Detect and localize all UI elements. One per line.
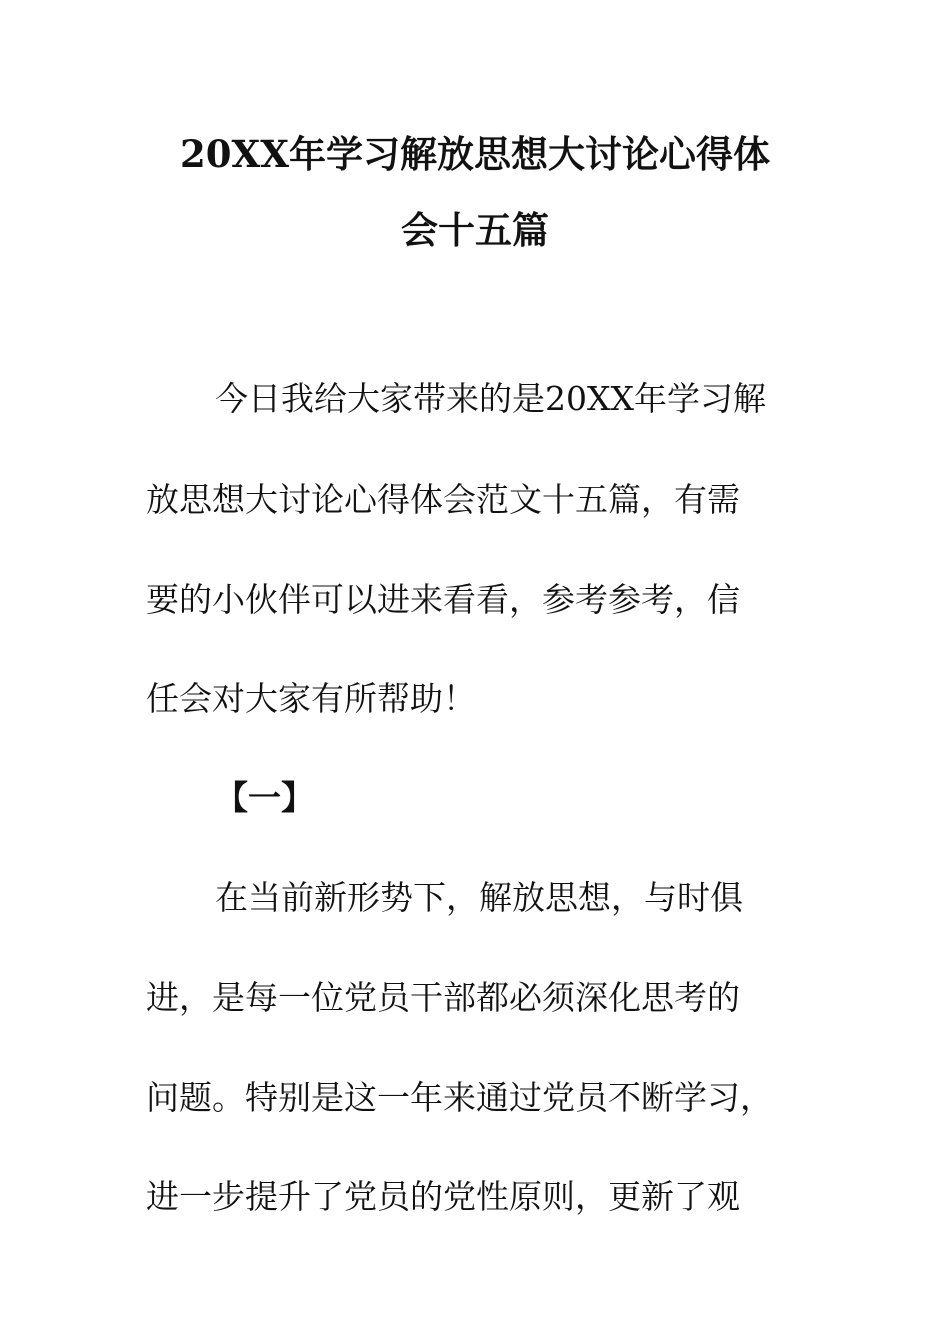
document-title-line-2: 会十五篇 <box>401 208 549 252</box>
section1-line-4: 进一步提升了党员的党性原则，更新了观 <box>146 1177 740 1216</box>
section1-line-1: 在当前新形势下，解放思想，与时俱 <box>215 878 743 917</box>
intro-line-2: 放思想大讨论心得体会范文十五篇，有需 <box>146 480 740 519</box>
document-title-line-1: 20XX年学习解放思想大讨论心得体 <box>180 132 770 176</box>
section-marker: 【一】 <box>215 778 314 817</box>
intro-line-3: 要的小伙伴可以进来看看，参考参考，信 <box>146 580 740 619</box>
intro-line-1: 今日我给大家带来的是20XX年学习解 <box>215 379 766 418</box>
section1-line-3: 问题。特别是这一年来通过党员不断学习， <box>146 1078 773 1117</box>
intro-line-4: 任会对大家有所帮助！ <box>146 679 476 718</box>
section1-line-2: 进，是每一位党员干部都必须深化思考的 <box>146 978 740 1017</box>
